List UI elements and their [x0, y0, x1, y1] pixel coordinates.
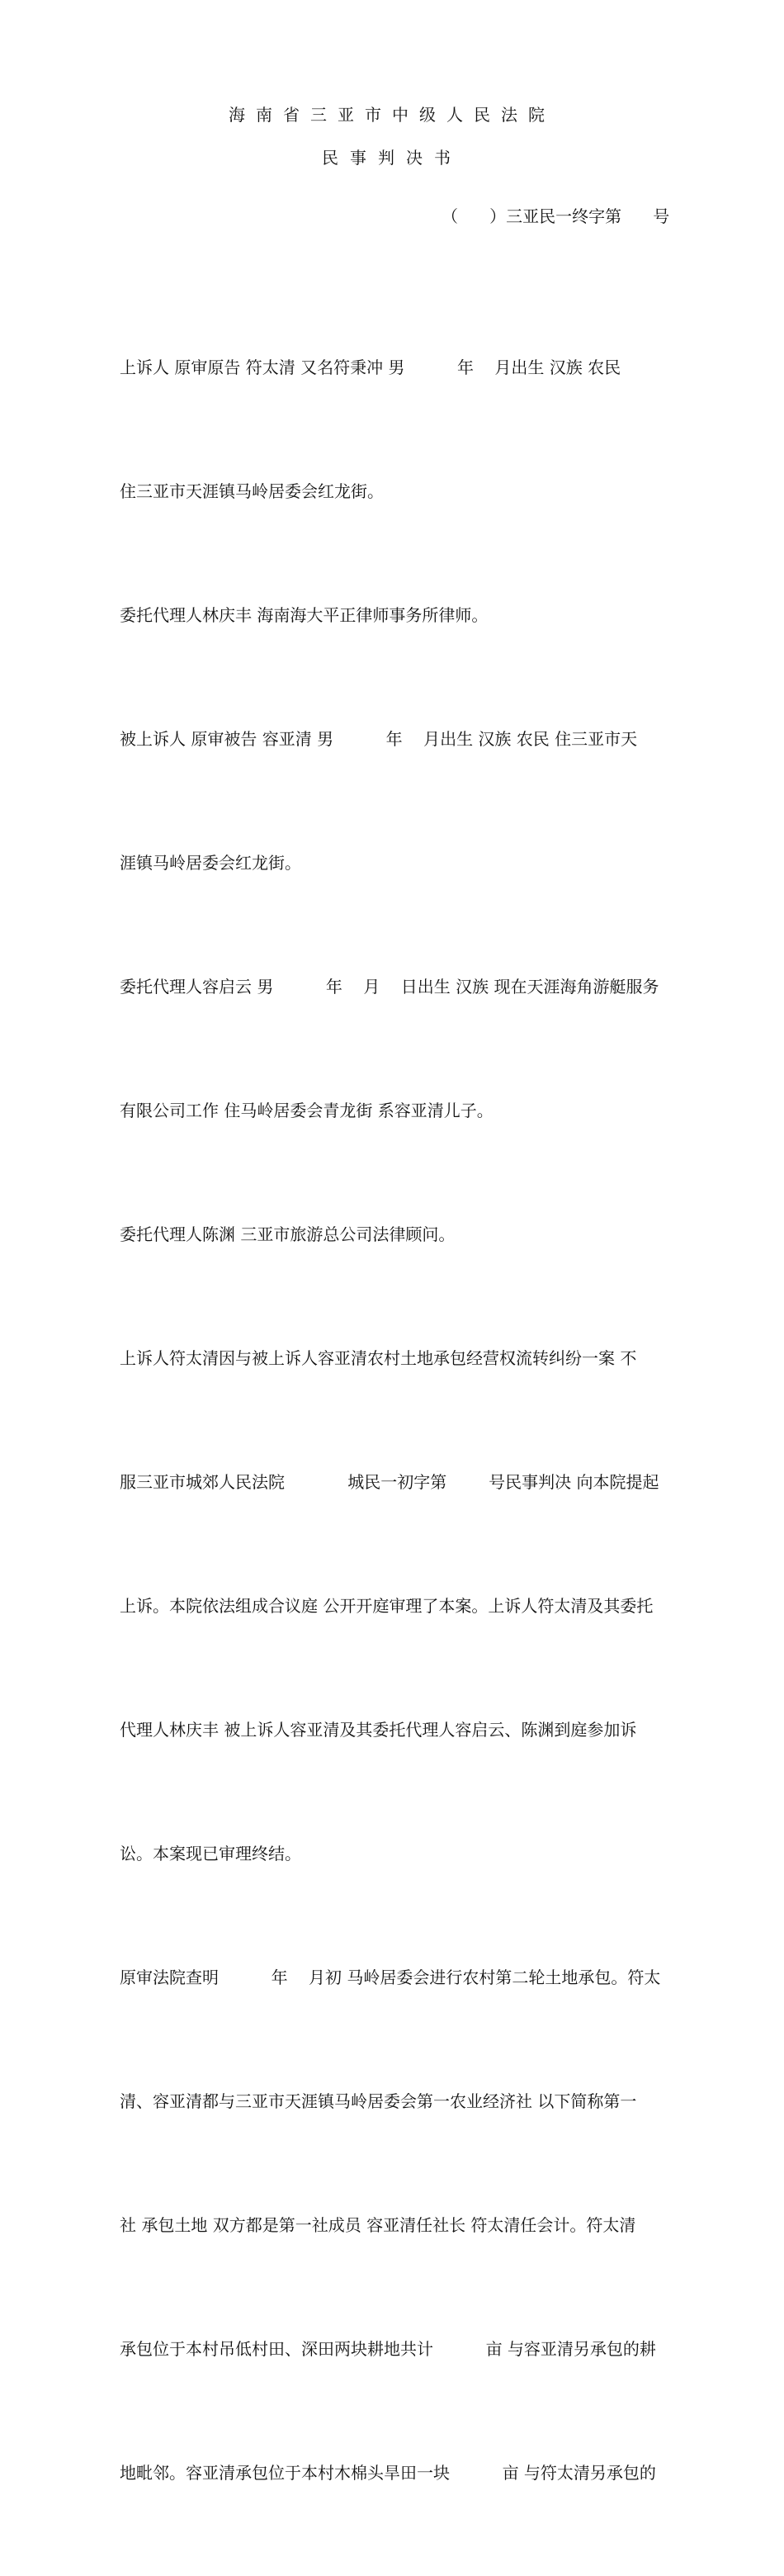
- body-line: 被上诉人 原审被告 容亚清 男 年 月出生 汉族 农民 住三亚市天: [120, 729, 638, 749]
- body-line: 上诉人 原审原告 符太清 又名符秉冲 男 年 月出生 汉族 农民: [120, 358, 621, 377]
- body-line: 清、容亚清都与三亚市天涯镇马岭居委会第一农业经济社 以下简称第一: [120, 2091, 637, 2111]
- body-line: 委托代理人林庆丰 海南海大平正律师事务所律师。: [120, 605, 489, 625]
- court-name-heading: 海南省三亚市中级人民法院: [229, 105, 555, 125]
- body-line: 地毗邻。容亚清承包位于本村木棉头旱田一块 亩 与符太清另承包的: [120, 2463, 656, 2483]
- body-line: 委托代理人陈渊 三亚市旅游总公司法律顾问。: [120, 1224, 456, 1244]
- body-line: 上诉人符太清因与被上诉人容亚清农村土地承包经营权流转纠纷一案 不: [120, 1348, 637, 1368]
- body-line: 服三亚市城郊人民法院 城民一初字第 号民事判决 向本院提起: [120, 1472, 659, 1492]
- body-line: 有限公司工作 住马岭居委会青龙街 系容亚清儿子。: [120, 1101, 494, 1120]
- case-number: （ ）三亚民一终字第 号: [442, 206, 670, 226]
- judgment-body: [120, 264, 668, 2576]
- body-line: 承包位于本村吊低村田、深田两块耕地共计 亩 与容亚清另承包的耕: [120, 2339, 656, 2359]
- body-line: 代理人林庆丰 被上诉人容亚清及其委托代理人容启云、陈渊到庭参加诉: [120, 1720, 637, 1740]
- body-line: 涯镇马岭居委会红龙街。: [120, 853, 301, 873]
- body-line: 社 承包土地 双方都是第一社成员 容亚清任社长 符太清任会计。符太清: [120, 2215, 636, 2235]
- body-line: 上诉。本院依法组成合议庭 公开开庭审理了本案。上诉人符太清及其委托: [120, 1596, 654, 1616]
- body-line: 讼。本案现已审理终结。: [120, 1844, 301, 1863]
- body-line: 住三亚市天涯镇马岭居委会红龙街。: [120, 481, 384, 501]
- document-type-heading: 民事判决书: [322, 148, 462, 168]
- body-line: 原审法院查明 年 月初 马岭居委会进行农村第二轮土地承包。符太: [120, 1968, 661, 1987]
- body-line: 委托代理人容启云 男 年 月 日出生 汉族 现在天涯海角游艇服务: [120, 977, 659, 997]
